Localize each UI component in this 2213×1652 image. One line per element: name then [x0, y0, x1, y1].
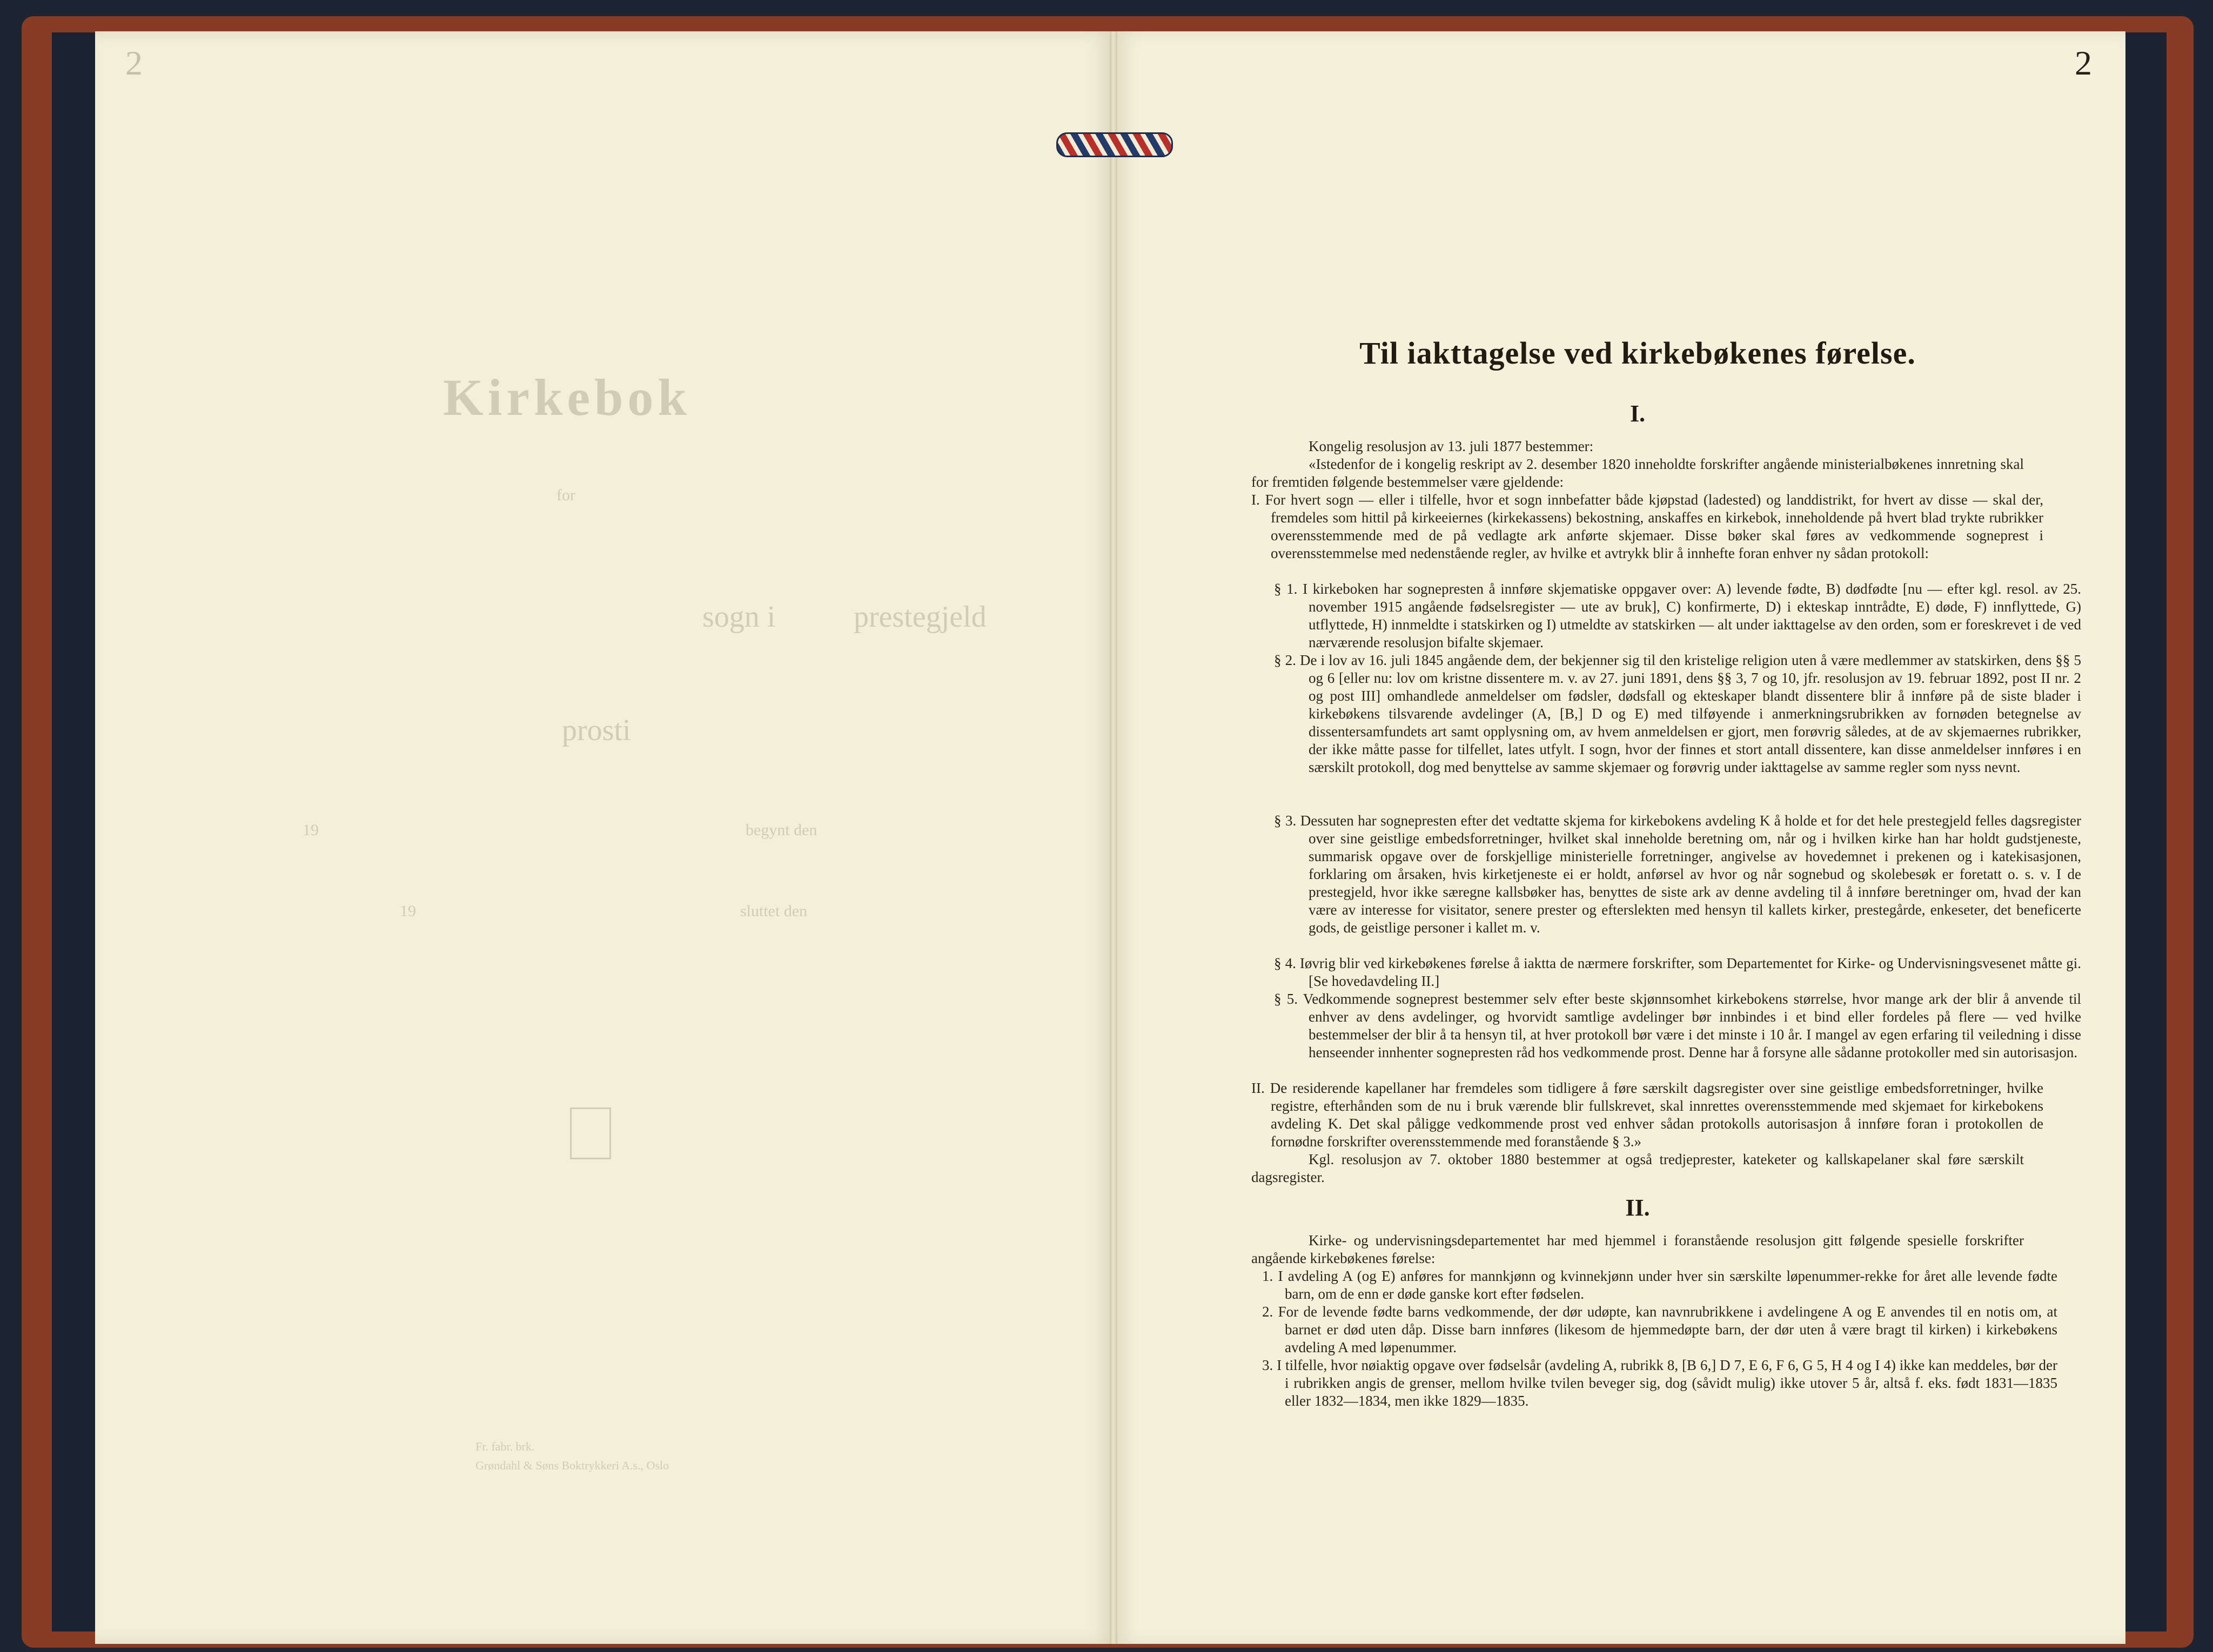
left-page-number: 2 — [125, 44, 143, 82]
cover-cloth-right — [2123, 32, 2167, 1631]
faint-stamp — [570, 1107, 611, 1159]
faint-title: Kirkebok — [443, 368, 691, 426]
section-2-intro: Kirke- og undervisningsdepartementet har med hjemmel i foranstående resolusjon gitt følgende spesielle forskrifter angående kirkebøkenes førelse: — [1251, 1232, 2024, 1266]
section-2-heading: II. — [1625, 1194, 1650, 1221]
paragraph-1: § 1. I kirkeboken har sognepresten å innføre skjematiske oppgaver over: A) levende fødte, B) dødfødte [nu — efter kgl. resol. av 25. november 1915 angående fødselsregister — ute av bruk], C) konfirmerte, D) i ekteskap inntrådte, E) døde, F) innflyttede, G) utflyttede, H) innmeldte i statskirken og I) utmeldte av statskirken — alt under iakttagelse av den orden, som er foreskrevet i de ved nærværende resolusjon bifalte skjemaer. — [1274, 581, 2081, 650]
right-page-number: 2 — [2075, 44, 2092, 82]
paragraph-2: § 2. De i lov av 16. juli 1845 angående dem, der bekjenner sig til den kristelige religion uten å være medlemmer av statskirken, dens §§ 5 og 6 [eller nu: lov om kristne dissentere m. v. av 27. juni 1891, dens §§ 3, 7 og 10, jfr. resolusjon av 19. februar 1892, post II nr. 2 og post III] omhandlede anmeldelser om fødsler, dødsfall og ekteskaper blandt dissentere blir å innføre på de siste blader i kirkebøkens tilsvarende avdelinger (A, [B,] D og E) med tilføyende i anmerkningsrubrikken av fornøden betegnelse av dissentersamfundets art samt opplysning om, av hvem anmeldelsen er gjort, men forøvrig således, at de av skjemaernes rubrikker, der ikke måtte passe for tilfellet, lates utfylt. I sogn, hvor der finnes et stort antall dissentere, kan disse anmeldelser innføres i en særskilt protokoll, dog med benyttelse av samme skjemaer og forøvrig under iakttagelse av samme regler som nyss nevnt. — [1274, 652, 2081, 775]
faint-sogn-line: sogn i — [702, 600, 776, 634]
cover-cloth-left — [52, 32, 95, 1631]
page-title: Til iakttagelse ved kirkebøkenes førelse. — [1359, 335, 1916, 371]
faint-prestegjeld: prestegjeld — [854, 600, 987, 634]
rule-item-2: 2. For de levende fødte barns vedkommende, der dør udøpte, kan navnrubrikkene i avdelingene A og E anvendes til en notis om, at barnet er død uten dåp. Disse barn innføres (likesom de hjemmedøpte barn, der dør uten å være bragt til kirken) i kirkebøkens avdeling A med løpenummer. — [1262, 1304, 2057, 1355]
section-1-quote-intro: «Istedenfor de i kongelig reskript av 2. desember 1820 inneholdte forskrifter angående ministerialbøkenes innretning skal for fremtiden følgende bestemmelser være gjeldende: — [1251, 456, 2024, 490]
section-1-point-I: I. For hvert sogn — eller i tilfelle, hvor et sogn innbefatter både kjøpstad (ladested) og landdistrikt, for hvert av disse — skal der, fremdeles som hittil på kirkeeiernes (kirkekassens) bekostning, anskaffes en kirkebok, inneholdende på hvert blad trykte rubrikker overensstemmende med de på vedlagte ark anførte skjemaer. Disse bøker skal føres av vedkommende sogneprest i overensstemmelse med nedenstående regler, av hvilke et avtrykk blir å innhefte foran enhver ny sådan protokoll: — [1251, 492, 2043, 561]
section-1-heading: I. — [1629, 400, 1646, 427]
paragraph-5: § 5. Vedkommende sogneprest bestemmer selv efter beste skjønnsomhet kirkebokens størrelse, hvor mange ark der blir å anvende til enhver av dens avdelinger, og hvorvidt samtlige avdelinger bør innbindes i et bind eller fordeles på flere — ved hvilke bestemmelser der blir å ta hensyn til, at hver protokoll bør være i det minste i 10 år. I mangel av egen erfaring til veiledning i disse henseender innhenter sognepresten råd hos vedkommende prost. Denne har å forsyne alle sådanne protokoller med sin autorisasjon. — [1274, 991, 2081, 1060]
faint-begynt: begynt den — [746, 821, 817, 839]
faint-printer-line-2: Grøndahl & Søns Boktrykkeri A.s., Oslo — [475, 1459, 669, 1472]
section-1-point-II: II. De residerende kapellaner har fremdeles som tidligere å føre særskilt dagsregister over sine geistlige embedsforretninger, hvilke registre, efterhånden som de nu i bruk værende blir fullskrevet, skal innrettes overensstemmende med skjemaet for kirkebokens avdeling K. Det skal påligge vedkommende prost ved enhver sådan protokolls autorisasjon å innføre foran i protokollen de fornødne forskrifter overensstemmende med foranstående § 3.» — [1251, 1080, 2043, 1150]
faint-sluttet: sluttet den — [740, 902, 808, 920]
faint-year-2: 19 — [400, 902, 416, 920]
paragraph-4: § 4. Iøvrig blir ved kirkebøkenes førelse å iaktta de nærmere forskrifter, som Departementet for Kirke- og Undervisningsvesenet måtte gi. [Se hovedavdeling II.] — [1274, 955, 2081, 989]
book-gutter — [1110, 31, 1117, 1644]
section-1-closing: Kgl. resolusjon av 7. oktober 1880 bestemmer at også tredjeprester, kateketer og kallskapelaner skal føre særskilt dagsregister. — [1251, 1151, 2024, 1185]
bookmark-ribbon[interactable] — [1056, 132, 1173, 157]
paragraph-3: § 3. Dessuten har sognepresten efter det vedtatte skjema for kirkebokens avdeling K å holde et for det hele prestegjeld felles dagsregister over sine geistlige embedsforretninger, hvilket skal inneholde beretning om, når og i hvilken kirke han har holdt gudstjeneste, summarisk opgave over de forskjellige ministerielle forretninger, angivelse av hovedemnet i prekenen og i katekisasjonen, forklaring om årsaken, hvis kirketjeneste ei er holdt, anførsel av hvor og når sognebud og skolebesøk er foretatt o. s. v. I de prestegjeld, hvor ikke særegne kallsbøker has, benyttes de siste ark av denne avdeling til å innføre beretninger om, hvad der kan være av interesse for visitator, senere prester og efterslekten med hensyn til kallets kirker, prestegårde, enkeseter, det beneficerte gods, de geistlige personer i kallet m. v. — [1274, 812, 2081, 936]
section-1-intro: Kongelig resolusjon av 13. juli 1877 bestemmer: — [1309, 438, 1594, 454]
faint-for: for — [556, 486, 575, 504]
faint-year-1: 19 — [303, 821, 319, 839]
faint-printer-line-1: Fr. fabr. brk. — [475, 1440, 535, 1453]
left-page — [95, 31, 1113, 1644]
rule-item-3: 3. I tilfelle, hvor nøiaktig opgave over fødselsår (avdeling A, rubrikk 8, [B 6,] D 7, E 6, F 6, G 5, H 4 og I 4) ikke kan meddeles, bør der i rubrikken angis de grenser, mellom hvilke tvilen beveger sig, dog (såvidt mulig) ikke utover 5 år, altså f. eks. født 1831—1835 eller 1832—1834, men ikke 1829—1835. — [1262, 1357, 2057, 1409]
faint-prosti: prosti — [562, 714, 631, 747]
rule-item-1: 1. I avdeling A (og E) anføres for mannkjønn og kvinnekjønn under hver sin særskilte løpenummer-rekke for året alle levende fødte barn, om de enn er døde ganske kort efter fødselen. — [1262, 1268, 2057, 1302]
